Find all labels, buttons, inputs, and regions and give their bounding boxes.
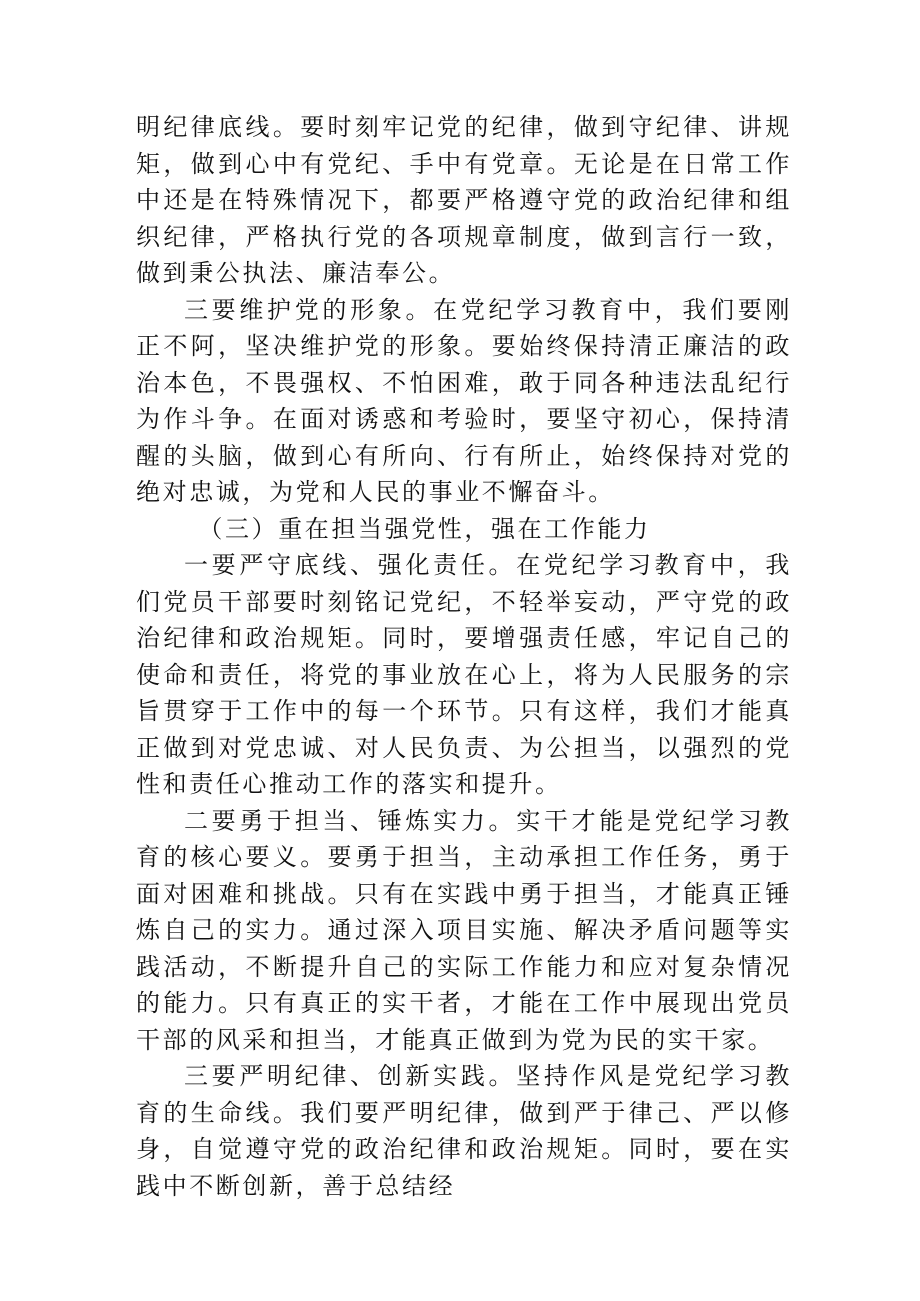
paragraph-continuation: 明纪律底线。要时刻牢记党的纪律，做到守纪律、讲规矩，做到心中有党纪、手中有党章。无论是在日常工作中还是在特殊情况下，都要严格遵守党的政治纪律和组织纪律，严格执行党的各项规章制度，做到言行一致，做到秉公执法、廉洁奉公。 — [136, 113, 792, 287]
body-text — [136, 109, 792, 1204]
paragraph-maintain-party-image: 三要维护党的形象。在党纪学习教育中，我们要刚正不阿，坚决维护党的形象。要始终保持清正廉洁的政治本色，不畏强权、不怕困难，敢于同各种违法乱纪行为作斗争。在面对诱惑和考验时，要坚守初心，保持清醒的头脑，做到心有所向、行有所止，始终保持对党的绝对忠诚，为党和人民的事业不懈奋斗。 — [136, 295, 792, 506]
section-heading: （三）重在担当强党性，强在工作能力 — [198, 514, 651, 543]
paragraph-courage-strength: 二要勇于担当、锤炼实力。实干才能是党纪学习教育的核心要义。要勇于担当，主动承担工作任务，勇于面对困难和挑战。只有在实践中勇于担当，才能真正锤炼自己的实力。通过深入项目实施、解决矛盾问题等实践活动，不断提升自己的实际工作能力和应对复杂情况的能力。只有真正的实干者，才能在工作中展现出党员干部的风采和担当，才能真正做到为党为民的实干家。 — [136, 806, 792, 1054]
paragraph-discipline-innovation: 三要严明纪律、创新实践。坚持作风是党纪学习教育的生命线。我们要严明纪律，做到严于律己、严以修身，自觉遵守党的政治纪律和政治规矩。同时，要在实践中不断创新，善于总结经 — [136, 1062, 792, 1200]
paragraph-bottom-line-responsibility: 一要严守底线、强化责任。在党纪学习教育中，我们党员干部要时刻铭记党纪，不轻举妄动，严守党的政治纪律和政治规矩。同时，要增强责任感，牢记自己的使命和责任，将党的事业放在心上，将为人民服务的宗旨贯穿于工作中的每一个环节。只有这样，我们才能真正做到对党忠诚、对人民负责、为公担当，以强烈的党性和责任心推动工作的落实和提升。 — [136, 551, 792, 798]
